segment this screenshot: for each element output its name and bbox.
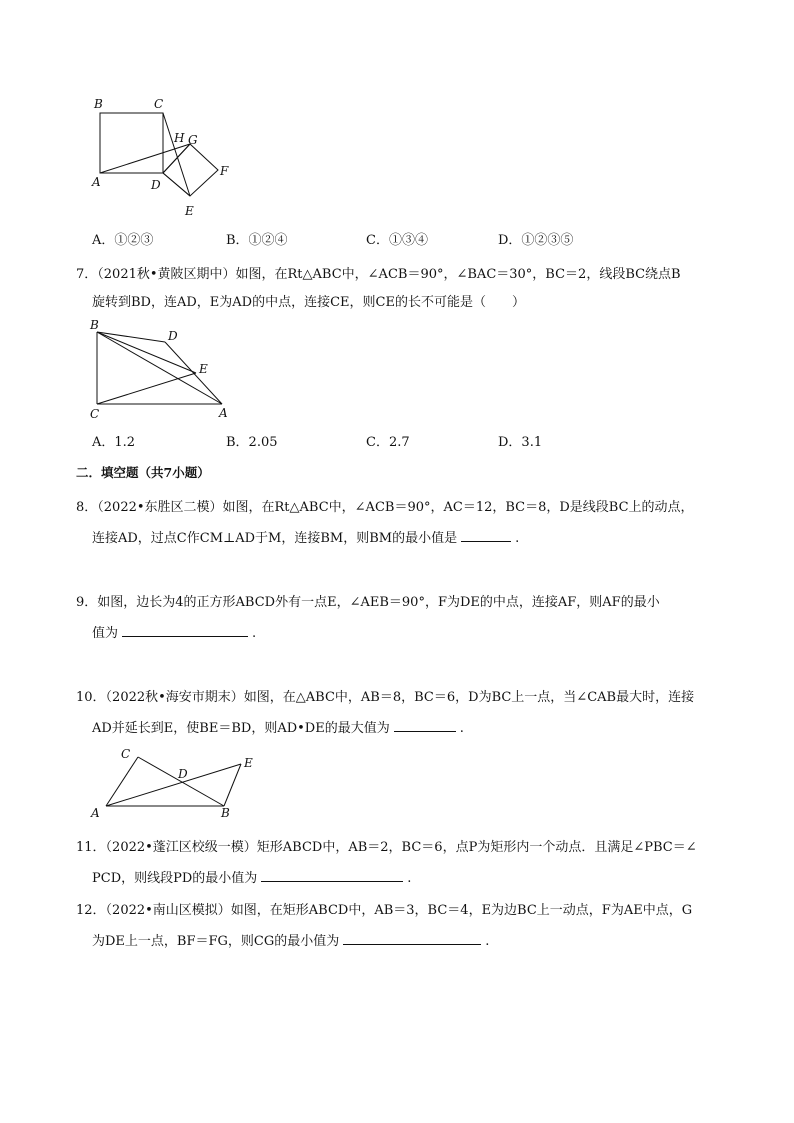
label-d: D bbox=[168, 329, 178, 343]
q7-line-2: 旋转到BD，连AD，E为AD的中点，连接CE，则CE的长不可能是（ ） bbox=[92, 295, 525, 310]
q12-line-2 bbox=[92, 930, 489, 949]
q6-option-a: A．①②③ bbox=[92, 233, 154, 248]
q7-line-1: 7．（2021秋•黄陂区期中）如图，在Rt△ABC中，∠ACB＝90°，∠BAC＝30°，BC＝2，线段BC绕点B bbox=[76, 267, 681, 282]
label-b: B bbox=[94, 97, 103, 111]
q12-line-1: 12．（2022•南山区模拟）如图，在矩形ABCD中，AB＝3，BC＝4，E为边BC上一动点，F为AE中点，G bbox=[76, 903, 693, 918]
q8-line-2-text: 连接AD，过点C作CM⊥AD于M，连接BM，则BM的最小值是 bbox=[92, 531, 458, 546]
label-e: E bbox=[185, 204, 194, 218]
q11-answer-blank[interactable] bbox=[261, 869, 403, 882]
label-a: A bbox=[219, 406, 228, 420]
q6-option-c: C．①③④ bbox=[366, 233, 428, 248]
label-d: D bbox=[178, 767, 188, 781]
q11-line-1: 11．（2022•蓬江区校级一模）矩形ABCD中，AB＝2，BC＝6，点P为矩形内一个动点．且满足∠PBC＝∠ bbox=[76, 840, 697, 855]
label-e: E bbox=[199, 362, 208, 376]
label-b: B bbox=[221, 806, 230, 820]
q7-option-a: A．1.2 bbox=[92, 435, 136, 450]
q12-line-2-text: 为DE上一点，BF＝FG，则CG的最小值为 bbox=[92, 934, 340, 949]
section-title-fill-in: 二．填空题（共7小题） bbox=[76, 465, 210, 480]
q8-period: . bbox=[515, 531, 520, 546]
q12-period: . bbox=[485, 934, 490, 949]
q7-option-d: D．3.1 bbox=[498, 435, 543, 450]
label-a: A bbox=[91, 806, 100, 820]
q6-option-d: D．①②③⑤ bbox=[498, 233, 574, 248]
label-d: D bbox=[151, 178, 161, 192]
q9-line-1: 9．如图，边长为4的正方形ABCD外有一点E，∠AEB＝90°，F为DE的中点，连接AF，则AF的最小 bbox=[76, 595, 660, 610]
label-c: C bbox=[121, 747, 131, 761]
q11-period: . bbox=[407, 871, 412, 886]
q12-answer-blank[interactable] bbox=[343, 932, 481, 945]
label-b: B bbox=[90, 318, 99, 332]
q9-line-2-text: 值为 bbox=[92, 626, 119, 641]
q10-line-1: 10．（2022秋•海安市期末）如图，在△ABC中，AB＝8，BC＝6，D为BC上一点，当∠CAB最大时，连接 bbox=[76, 690, 695, 705]
label-g: G bbox=[188, 133, 198, 147]
label-c: C bbox=[90, 407, 100, 421]
label-h: H bbox=[174, 131, 185, 145]
q7-option-b: B．2.05 bbox=[226, 435, 278, 450]
q11-line-2-text: PCD，则线段PD的最小值为 bbox=[92, 871, 258, 886]
label-c: C bbox=[154, 97, 164, 111]
label-f: F bbox=[220, 164, 229, 178]
q9-period: . bbox=[252, 626, 257, 641]
q8-line-1: 8．（2022•东胜区二模）如图，在Rt△ABC中，∠ACB＝90°，AC＝12，BC＝8，D是线段BC上的动点， bbox=[76, 500, 694, 515]
q11-line-2 bbox=[92, 867, 411, 886]
q10-period: . bbox=[459, 721, 464, 736]
label-e: E bbox=[244, 756, 253, 770]
q10-line-2-text: AD并延长到E，使BE＝BD，则AD•DE的最大值为 bbox=[92, 721, 390, 736]
label-a: A bbox=[92, 175, 101, 189]
q6-option-b: B．①②④ bbox=[226, 233, 288, 248]
q7-option-c: C．2.7 bbox=[366, 435, 410, 450]
